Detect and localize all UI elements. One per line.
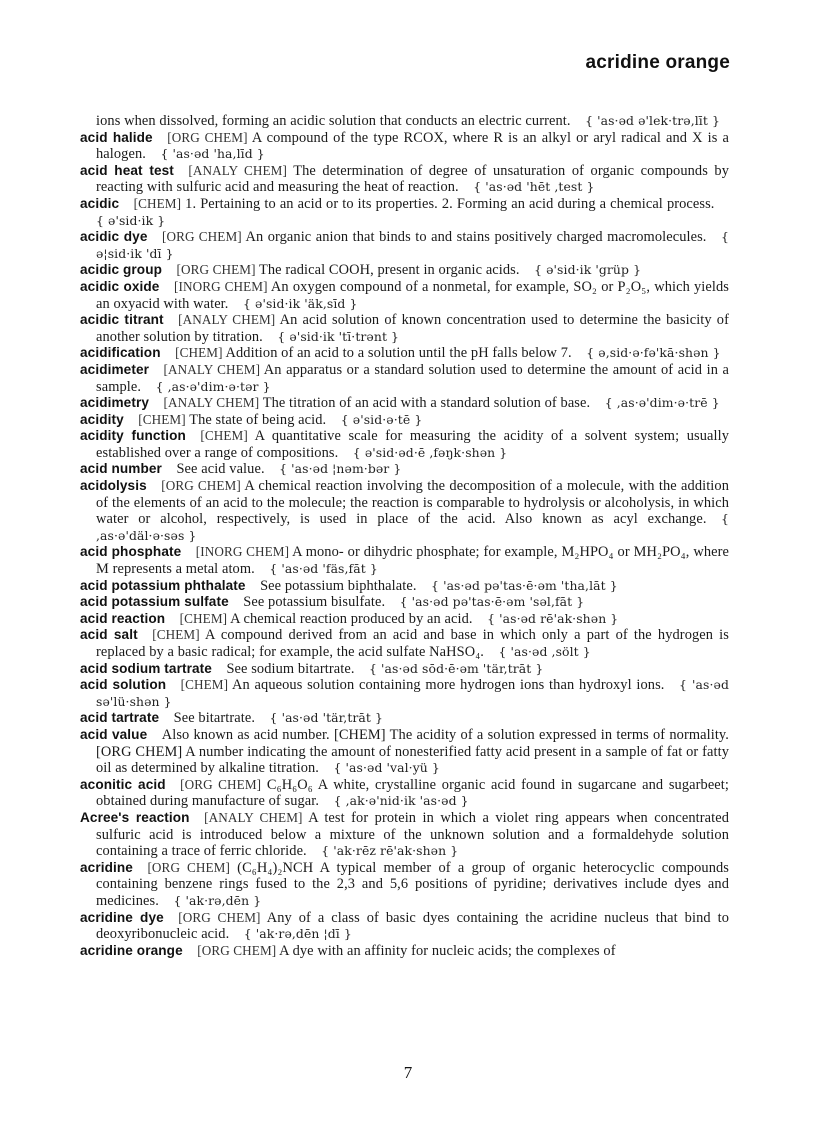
page-number: 7 bbox=[403, 1063, 413, 1082]
entry-pronunciation: { ,as·ə'dim·ə·trē } bbox=[604, 395, 720, 411]
dictionary-entry bbox=[80, 594, 729, 611]
running-head: acridine orange bbox=[585, 52, 730, 73]
entry-definition: A test for protein in which a violet ring appears when concentrated sulfuric acid is introduced below a mixture of the unknown solution and a formaldehyde solution containing a trace of ferric chloride. bbox=[96, 809, 729, 860]
entry-definition: ions when dissolved, forming an acidic solution that conducts an electric current. bbox=[96, 113, 571, 129]
entry-headword: acid phosphate bbox=[80, 544, 182, 560]
entry-headword: acridine dye bbox=[80, 909, 164, 925]
entry-definition: 1. Pertaining to an acid or to its properties. 2. Forming an acid during a chemical process. bbox=[185, 195, 715, 212]
dictionary-entry bbox=[80, 478, 729, 544]
dictionary-entries bbox=[80, 113, 729, 959]
entry-definition: A chemical reaction produced by an acid. bbox=[230, 610, 473, 627]
entry-subject-label: [ANALY CHEM] bbox=[178, 312, 276, 328]
entry-pronunciation: { ə'sid·ik 'äk,sīd } bbox=[242, 295, 358, 311]
entry-headword: acid sodium tartrate bbox=[80, 660, 212, 676]
entry-pronunciation: { 'ak·rə,dēn ¦dī } bbox=[243, 926, 352, 942]
entry-headword: acid reaction bbox=[80, 610, 166, 626]
dictionary-entry bbox=[80, 262, 729, 279]
entry-definition: The state of being acid. bbox=[189, 411, 327, 428]
entry-headword: acidic dye bbox=[80, 229, 148, 245]
dictionary-entry bbox=[80, 810, 729, 860]
entry-subject-label: [ANALY CHEM] bbox=[163, 361, 261, 377]
entry-pronunciation: { 'as·əd 'fäs,fāt } bbox=[269, 561, 378, 577]
entry-definition: A compound of the type RCOX, where R is an alkyl or aryl radical and X is a halogen. bbox=[96, 129, 730, 163]
entry-definition: An apparatus or a standard solution used to determine the amount of acid in a sample. bbox=[96, 361, 729, 395]
dictionary-entry bbox=[80, 345, 729, 362]
entry-pronunciation: { 'as·əd pə'tas·ē·əm 'tha,lāt } bbox=[431, 577, 618, 593]
entry-pronunciation: { ə'sid·ik } bbox=[96, 212, 166, 228]
entry-subject-label: [CHEM] bbox=[138, 411, 186, 427]
entry-headword: acidic titrant bbox=[80, 312, 164, 328]
dictionary-entry bbox=[80, 113, 729, 130]
entry-definition: Any of a class of basic dyes containing the acridine nucleus that bind to deoxyribonucleic acid. bbox=[96, 909, 729, 943]
entry-definition: See acid value. bbox=[176, 461, 265, 478]
entry-pronunciation: { 'as·əd sōd·ē·əm 'tär,trāt } bbox=[369, 660, 544, 676]
entry-definition: See bitartrate. bbox=[173, 710, 256, 727]
entry-pronunciation: { 'as·əd sə'lü·shən } bbox=[96, 677, 729, 709]
entry-pronunciation: { 'as·əd 'ha,līd } bbox=[160, 146, 265, 162]
entry-pronunciation: { ə'sid·ə·tē } bbox=[340, 411, 423, 427]
entry-definition: Addition of an acid to a solution until the pH falls below 7. bbox=[225, 345, 572, 362]
entry-subject-label: [INORG CHEM] bbox=[195, 544, 290, 560]
entry-subject-label: [ORG CHEM] bbox=[178, 909, 261, 925]
entry-pronunciation: { ə'sid·ik 'tī·trənt } bbox=[277, 328, 400, 344]
dictionary-entry bbox=[80, 661, 729, 678]
entry-headword: acidity function bbox=[80, 428, 186, 444]
dictionary-entry bbox=[80, 777, 729, 810]
entry-subject-label: [ANALY CHEM] bbox=[204, 809, 303, 825]
entry-subject-label: [CHEM] bbox=[175, 345, 223, 361]
entry-subject-label: [ORG CHEM] bbox=[197, 942, 277, 958]
entry-pronunciation: { 'ak·rēz rē'ak·shən } bbox=[321, 843, 459, 859]
entry-pronunciation: { 'as·əd 'val·yü } bbox=[333, 760, 440, 776]
dictionary-entry bbox=[80, 395, 729, 412]
entry-headword: acid heat test bbox=[80, 162, 174, 178]
entry-pronunciation: { 'as·əd ,sölt } bbox=[498, 644, 591, 659]
entry-definition: A dye with an affinity for nucleic acids; the complexes of bbox=[279, 942, 616, 959]
entry-headword: Acree's reaction bbox=[80, 809, 190, 825]
dictionary-entry bbox=[80, 544, 729, 577]
entry-headword: acidic bbox=[80, 195, 120, 211]
entry-pronunciation: { 'as·əd 'hēt ,test } bbox=[473, 179, 595, 195]
entry-definition: The radical COOH, present in organic acids. bbox=[259, 262, 520, 279]
dictionary-entry bbox=[80, 130, 729, 163]
dictionary-entry bbox=[80, 229, 729, 262]
dictionary-entry bbox=[80, 627, 729, 660]
entry-definition: A chemical reaction involving the decomposition of a molecule, with the addition of the elements of an acid to the molecule; the reaction is comparable to hydrolysis or alcoholysis, in which water or alcohol, respectively, is used in place of the acid. Also known as acyl exchange. bbox=[96, 478, 730, 528]
dictionary-entry bbox=[80, 163, 729, 196]
entry-pronunciation: { 'as·əd 'tär,trāt } bbox=[269, 710, 384, 726]
entry-definition: A mono- or dihydric phosphate; for example, M₂HPO₄ or MH₂PO₄, where M represents a metal atom. bbox=[96, 544, 730, 578]
entry-subject-label: [CHEM] bbox=[200, 428, 248, 444]
entry-subject-label: [ORG CHEM] bbox=[161, 478, 241, 494]
entry-definition: C₆H₆O₆ A white, crystalline organic acid found in sugarcane and sugarbeet; obtained during manufacture of sugar. bbox=[96, 776, 729, 810]
dictionary-entry bbox=[80, 860, 729, 910]
dictionary-entry bbox=[80, 279, 729, 312]
entry-pronunciation: { ə¦sid·ik 'dī } bbox=[96, 229, 729, 261]
entry-subject-label: [ORG CHEM] bbox=[167, 129, 248, 145]
entry-headword: acidimeter bbox=[80, 361, 150, 377]
entry-definition: See potassium biphthalate. bbox=[260, 577, 417, 594]
dictionary-entry bbox=[80, 428, 729, 461]
dictionary-entry bbox=[80, 461, 729, 478]
entry-definition: Also known as acid number. [CHEM] The acidity of a solution expressed in terms of normality. [ORG CHEM] A number indicating the amount of nonesterified fatty acid present in a sample of fat or fatty oil as determined by alkaline titration. bbox=[96, 726, 729, 777]
entry-definition: (C₆H₄)₂NCH A typical member of a group of organic heterocyclic compounds containing benzene rings fused to the 2,3 and 5,6 positions of pyridine; derivatives include dyes and medicines. bbox=[96, 859, 729, 909]
dictionary-entry bbox=[80, 710, 729, 727]
entry-subject-label: [CHEM] bbox=[179, 610, 228, 626]
entry-subject-label: [ORG CHEM] bbox=[147, 859, 230, 875]
entry-definition: See potassium bisulfate. bbox=[243, 594, 386, 611]
entry-headword: acidification bbox=[80, 345, 161, 361]
dictionary-entry bbox=[80, 727, 729, 777]
entry-pronunciation: { ə'sid·ik 'grüp } bbox=[534, 262, 642, 278]
entry-definition: See sodium bitartrate. bbox=[226, 660, 355, 677]
entry-pronunciation: { ə'sid·əd·ē ,fəŋk·shən } bbox=[352, 444, 508, 460]
entry-pronunciation: { 'as·əd rē'ak·shən } bbox=[487, 610, 619, 626]
entry-definition: An aqueous solution containing more hydrogen ions than hydroxyl ions. bbox=[232, 677, 665, 694]
dictionary-entry bbox=[80, 362, 729, 395]
entry-subject-label: [ORG CHEM] bbox=[176, 262, 256, 278]
entry-headword: acridine bbox=[80, 859, 133, 875]
entry-pronunciation: { ,ak·ə'nid·ik 'as·əd } bbox=[333, 793, 469, 809]
entry-headword: aconitic acid bbox=[80, 776, 166, 792]
entry-subject-label: [INORG CHEM] bbox=[173, 278, 268, 294]
entry-headword: acid value bbox=[80, 726, 148, 742]
dictionary-entry bbox=[80, 910, 729, 943]
entry-definition: The titration of an acid with a standard solution of base. bbox=[262, 395, 591, 412]
entry-headword: acidimetry bbox=[80, 395, 150, 411]
entry-subject-label: [CHEM] bbox=[152, 627, 200, 643]
entry-headword: acid solution bbox=[80, 677, 167, 693]
entry-pronunciation: { 'as·əd pə'tas·ē·əm 'səl,fāt } bbox=[399, 594, 585, 610]
entry-definition: A compound derived from an acid and base in which only a part of the hydrogen is replaced by a basic radical; for example, the acid sulfate NaHSO₄. bbox=[96, 627, 729, 660]
entry-headword: acidic group bbox=[80, 262, 163, 278]
entry-definition: A quantitative scale for measuring the acidity of a solvent system; usually established over a range of compositions. bbox=[96, 428, 729, 461]
entry-pronunciation: { 'ak·rə,dēn } bbox=[173, 892, 262, 908]
entry-headword: acid halide bbox=[80, 129, 153, 145]
entry-headword: acid potassium sulfate bbox=[80, 594, 229, 610]
entry-pronunciation: { 'as·əd ə'lek·trə,līt } bbox=[585, 113, 720, 128]
entry-definition: An organic anion that binds to and stains positively charged macromolecules. bbox=[245, 229, 707, 246]
entry-subject-label: [ANALY CHEM] bbox=[188, 162, 287, 178]
dictionary-entry bbox=[80, 412, 729, 429]
entry-headword: acid salt bbox=[80, 627, 138, 643]
dictionary-entry bbox=[80, 943, 729, 960]
entry-subject-label: [CHEM] bbox=[133, 195, 182, 211]
entry-headword: acid potassium phthalate bbox=[80, 577, 246, 593]
entry-subject-label: [ORG CHEM] bbox=[162, 229, 242, 245]
entry-definition: An oxygen compound of a nonmetal, for example, SO₂ or P₂O₅, which yields an oxyacid with water. bbox=[96, 278, 729, 312]
dictionary-entry bbox=[80, 312, 729, 345]
entry-pronunciation: { ə,sid·ə·fə'kā·shən } bbox=[586, 345, 721, 361]
entry-subject-label: [ANALY CHEM] bbox=[163, 395, 260, 411]
dictionary-entry bbox=[80, 677, 729, 710]
entry-pronunciation: { ,as·ə'dim·ə·tər } bbox=[155, 378, 271, 394]
entry-subject-label: [CHEM] bbox=[180, 677, 229, 693]
entry-headword: acid tartrate bbox=[80, 710, 160, 726]
entry-definition: An acid solution of known concentration used to determine the basicity of another solution by titration. bbox=[96, 312, 729, 345]
dictionary-entry bbox=[80, 578, 729, 595]
entry-headword: acidolysis bbox=[80, 478, 147, 494]
entry-headword: acidic oxide bbox=[80, 278, 160, 294]
entry-headword: acridine orange bbox=[80, 942, 183, 958]
entry-headword: acidity bbox=[80, 411, 124, 427]
entry-headword: acid number bbox=[80, 461, 162, 477]
dictionary-entry bbox=[80, 611, 729, 628]
entry-definition: The determination of degree of unsaturation of organic compounds by reacting with sulfuric acid and measuring the heat of reaction. bbox=[96, 162, 730, 196]
entry-pronunciation: { ,as·ə'däl·ə·səs } bbox=[96, 511, 729, 543]
entry-pronunciation: { 'as·əd ¦nəm·bər } bbox=[279, 461, 402, 477]
dictionary-entry bbox=[80, 196, 729, 229]
entry-subject-label: [ORG CHEM] bbox=[180, 776, 262, 792]
